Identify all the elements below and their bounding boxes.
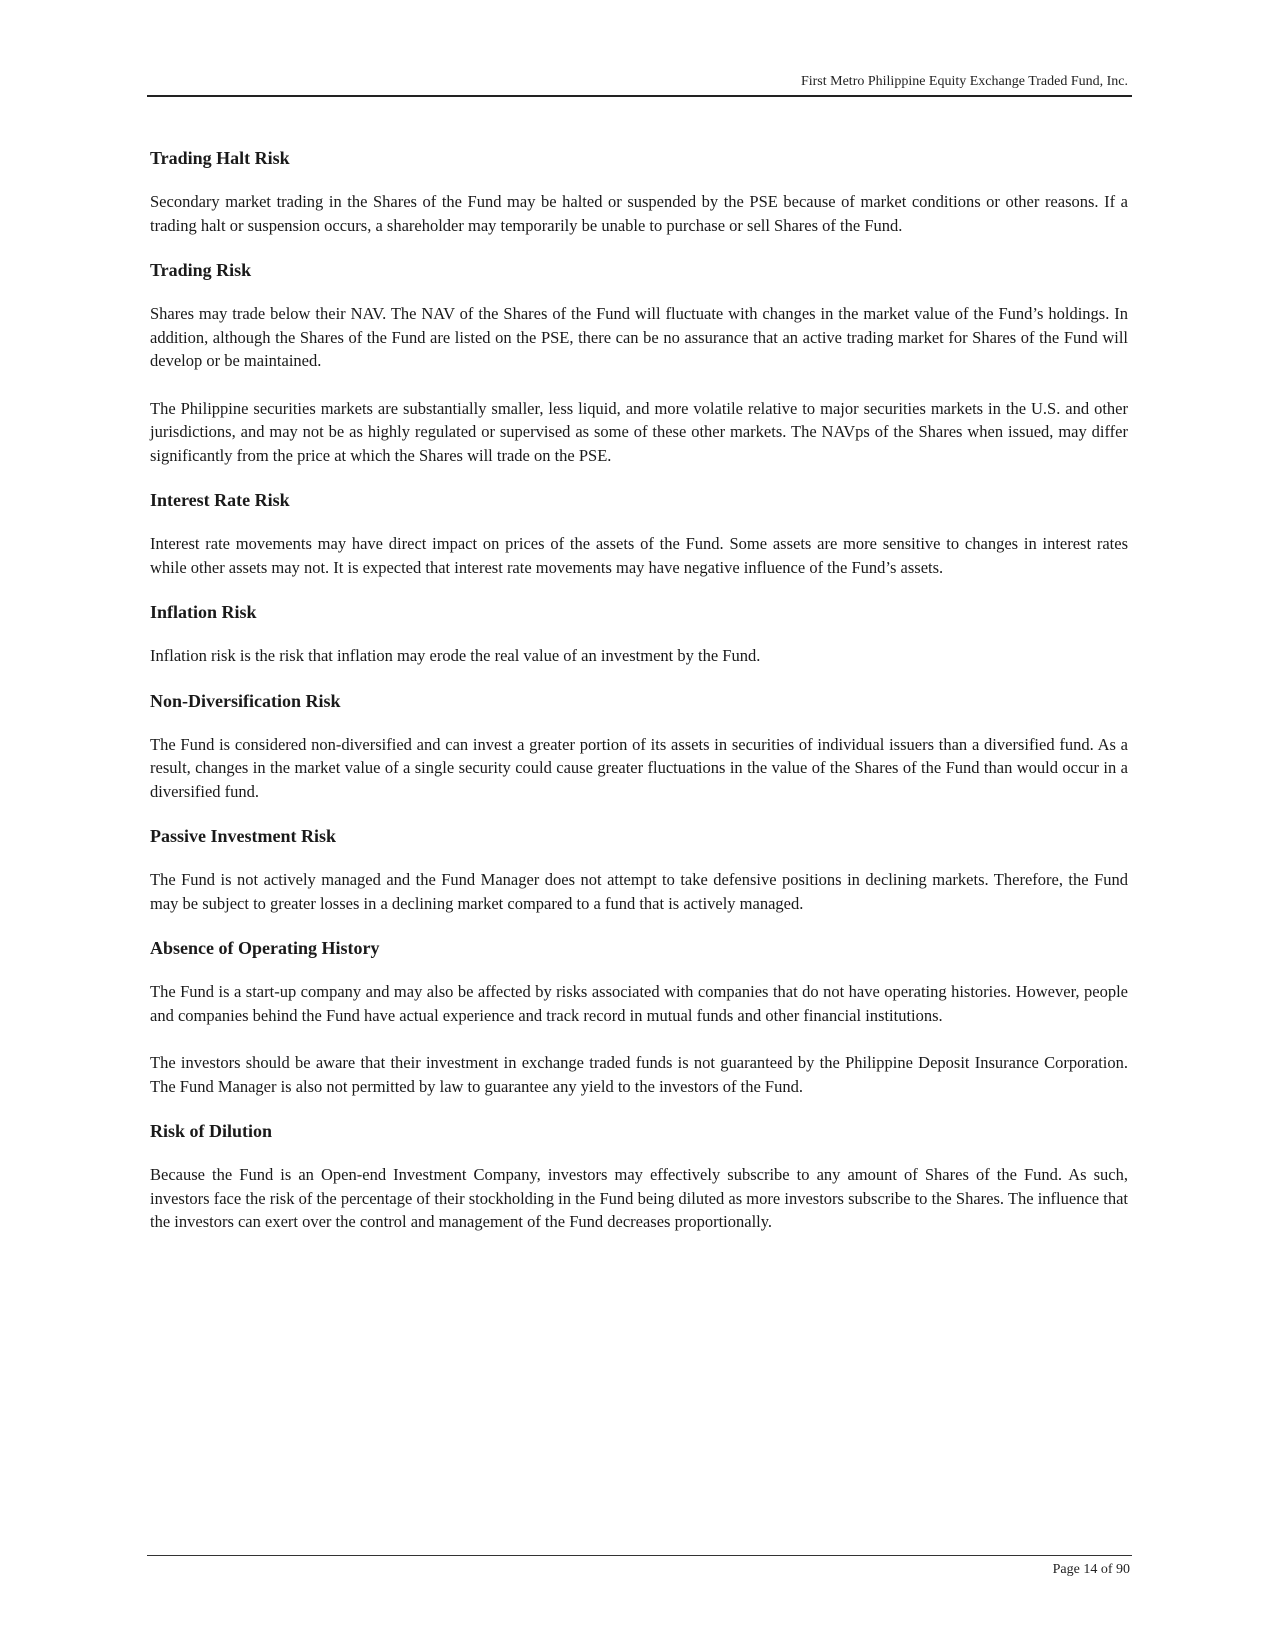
paragraph: Because the Fund is an Open-end Investment Company, investors may effectively subscribe to any amount of Shares of the Fund. As such, investors face the risk of the percentage of their stockholding in the Fund being diluted as more investors subscribe to the Shares. The influence that the investors can exert over the control and management of the Fund decreases proportionally. bbox=[150, 1165, 1128, 1231]
section-heading: Inflation Risk bbox=[150, 602, 257, 622]
running-header: First Metro Philippine Equity Exchange Traded Fund, Inc. bbox=[800, 74, 1128, 89]
paragraph: The Fund is not actively managed and the Fund Manager does not attempt to take defensive positions in declining markets. Therefore, the Fund may be subject to greater losses in a declining market compared to a fund that is actively managed. bbox=[150, 870, 1128, 913]
section-heading: Non-Diversification Risk bbox=[150, 690, 341, 711]
section-interest-rate-risk bbox=[150, 487, 1128, 579]
section-trading-risk bbox=[150, 257, 1128, 467]
section-risk-of-dilution bbox=[150, 1118, 1128, 1234]
paragraph: The investors should be aware that their investment in exchange traded funds is not guaranteed by the Philippine Deposit Insurance Corporation. The Fund Manager is also not permitted by law to guarantee any yield to the investors of the Fund. bbox=[150, 1053, 1128, 1096]
section-inflation-risk bbox=[150, 599, 1128, 668]
paragraph: The Fund is a start-up company and may also be affected by risks associated with companies that do not have operating histories. However, people and companies behind the Fund have actual experience and track record in mutual funds and other financial institutions. bbox=[150, 982, 1128, 1025]
paragraph: Inflation risk is the risk that inflation may erode the real value of an investment by the Fund. bbox=[150, 646, 761, 665]
document-body bbox=[150, 145, 1128, 1254]
paragraph: Shares may trade below their NAV. The NAV of the Shares of the Fund will fluctuate with changes in the market value of the Fund’s holdings. In addition, although the Shares of the Fund are listed on the PSE, there can be no assurance that an active trading market for Shares of the Fund will develop or be maintained. bbox=[150, 304, 1128, 370]
section-heading: Trading Risk bbox=[150, 260, 252, 280]
paragraph: The Fund is considered non-diversified and can invest a greater portion of its assets in securities of individual issuers than a diversified fund. As a result, changes in the market value of a single security could cause greater fluctuations in the value of the Shares of the Fund than would occur in a diversified fund. bbox=[150, 734, 1128, 801]
section-passive-investment-risk bbox=[150, 823, 1128, 915]
paragraph: Interest rate movements may have direct impact on prices of the assets of the Fund. Some assets are more sensitive to changes in interest rates while other assets may not. It is expected that interest rate movements may have negative influence of the Fund’s assets. bbox=[150, 534, 1128, 577]
section-heading: Risk of Dilution bbox=[150, 1121, 273, 1141]
paragraph: The Philippine securities markets are substantially smaller, less liquid, and more volatile relative to major securities markets in the U.S. and other jurisdictions, and may not be as highly regulated or supervised as some of these other markets. The NAVps of the Shares when issued, may differ significantly from the price at which the Shares will trade on the PSE. bbox=[150, 398, 1128, 465]
section-heading: Passive Investment Risk bbox=[150, 826, 337, 846]
paragraph: Secondary market trading in the Shares of the Fund may be halted or suspended by the PSE because of market conditions or other reasons. If a trading halt or suspension occurs, a shareholder may temporarily be unable to purchase or sell Shares of the Fund. bbox=[150, 192, 1128, 235]
section-heading: Interest Rate Risk bbox=[150, 490, 290, 510]
section-absence-of-operating-history bbox=[150, 935, 1128, 1098]
section-trading-halt-risk bbox=[150, 145, 1128, 237]
page-number: Page 14 of 90 bbox=[1052, 1562, 1130, 1577]
section-heading: Absence of Operating History bbox=[150, 938, 380, 958]
footer-divider bbox=[147, 1555, 1132, 1556]
section-non-diversification-risk bbox=[150, 688, 1128, 804]
header-divider bbox=[147, 95, 1132, 97]
section-heading: Trading Halt Risk bbox=[150, 148, 290, 168]
